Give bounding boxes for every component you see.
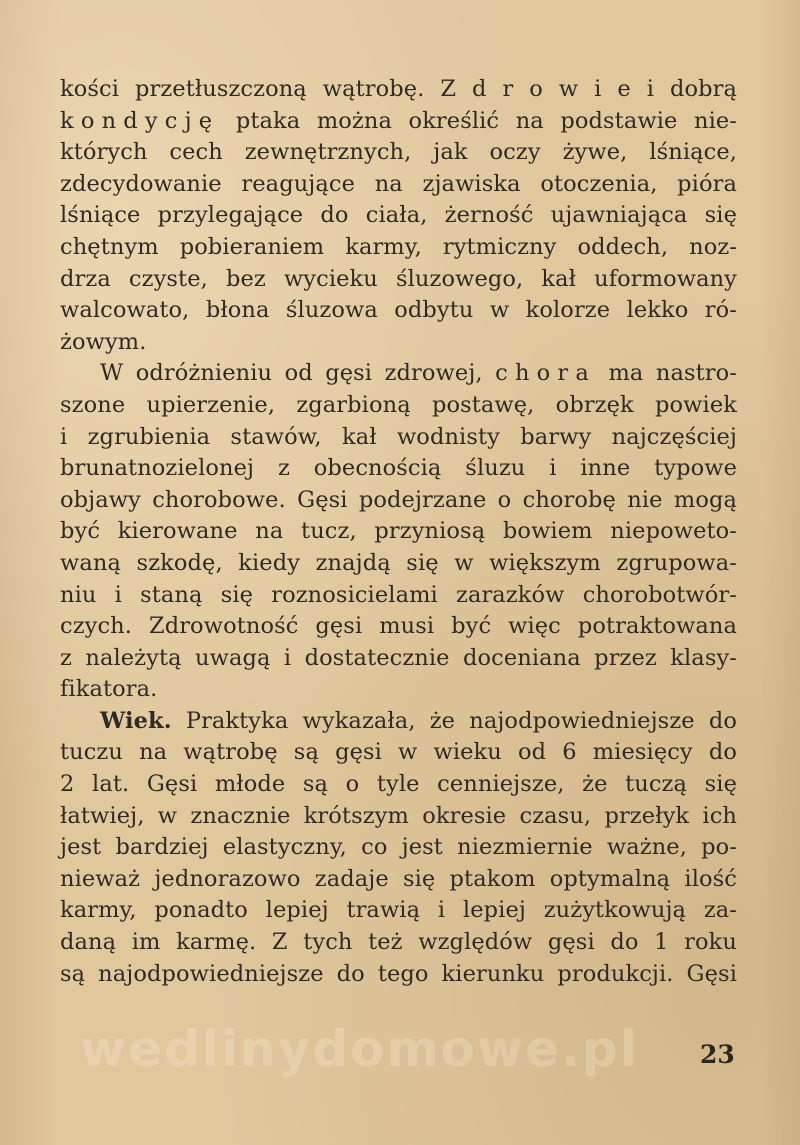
text-line: których cech zewnętrznych, jak oczy żywe, lśniące, bbox=[60, 139, 737, 166]
spaced-emphasis: chora bbox=[495, 360, 596, 387]
text-line: drza czyste, bez wycieku śluzowego, kał uformowany bbox=[60, 265, 737, 292]
spaced-emphasis: kondycję bbox=[60, 107, 220, 134]
text-line: brunatnozielonej z obecnością śluzu i inne typowe bbox=[60, 455, 737, 482]
watermark: wedlinydomowe.pl bbox=[80, 1020, 639, 1078]
text-line bbox=[60, 106, 737, 138]
text-line: jest bardziej elastyczny, co jest niezmiernie ważne, po- bbox=[60, 834, 737, 861]
text-line: i zgrubienia stawów, kał wodnisty barwy najczęściej bbox=[60, 423, 737, 450]
text-line: nieważ jednorazowo zadaje się ptakom optymalną ilość bbox=[60, 865, 737, 892]
text-line: 2 lat. Gęsi młode są o tyle cenniejsze, że tuczą się bbox=[60, 771, 737, 798]
text-line: kości przetłuszczoną wątrobę. Z d r o w i e i dobrą bbox=[60, 76, 737, 102]
text-line: chętnym pobieraniem karmy, rytmiczny oddech, noz- bbox=[60, 233, 737, 260]
text-line: z należytą uwagą i dostatecznie doceniana przez klasy- bbox=[60, 644, 737, 671]
paragraph-health bbox=[60, 74, 737, 358]
body-text bbox=[60, 74, 737, 990]
text-line: niu i staną się roznosicielami zarazków chorobotwór- bbox=[60, 581, 737, 608]
text-line: fikatora. bbox=[60, 676, 158, 703]
text-line: szone upierzenie, zgarbioną postawę, obrzęk powiek bbox=[60, 391, 737, 418]
text-fragment: ptaka można określić na podstawie nie- bbox=[219, 107, 737, 134]
text-line bbox=[60, 358, 737, 390]
paragraph-sick-geese bbox=[60, 358, 737, 706]
text-line: zdecydowanie reagujące na zjawiska otoczenia, pióra bbox=[60, 170, 737, 197]
text-fragment: Praktyka wykazała, że najodpowiedniejsze do bbox=[171, 707, 737, 734]
text-line: waną szkodę, kiedy znajdą się w większym zgrupowa- bbox=[60, 549, 737, 576]
text-line: daną im karmę. Z tych też względów gęsi do 1 roku bbox=[60, 929, 737, 956]
text-line: objawy chorobowe. Gęsi podejrzane o chorobę nie mogą bbox=[60, 486, 737, 513]
text-line: tuczu na wątrobę są gęsi w wieku od 6 miesięcy do bbox=[60, 739, 737, 766]
text-fragment: W odróżnieniu od gęsi zdrowej, bbox=[100, 360, 496, 387]
text-line: czych. Zdrowotność gęsi musi być więc potraktowana bbox=[60, 613, 737, 640]
page-number: 23 bbox=[700, 1040, 735, 1069]
text-line: być kierowane na tucz, przyniosą bowiem niepoweto- bbox=[60, 518, 737, 545]
text-line: karmy, ponadto lepiej trawią i lepiej zużytkowują za- bbox=[60, 897, 737, 924]
text-line: żowym. bbox=[60, 328, 147, 355]
paragraph-age bbox=[60, 706, 737, 990]
text-line: łatwiej, w znacznie krótszym okresie czasu, przełyk ich bbox=[60, 802, 737, 829]
text-line: lśniące przylegające do ciała, żerność ujawniająca się bbox=[60, 202, 737, 229]
text-line bbox=[60, 706, 737, 738]
text-line: walcowato, błona śluzowa odbytu w kolorze lekko ró- bbox=[60, 297, 737, 324]
text-fragment: ma nastro- bbox=[595, 360, 737, 387]
section-heading: Wiek. bbox=[100, 707, 172, 734]
text-line: są najodpowiedniejsze do tego kierunku produkcji. Gęsi bbox=[60, 960, 737, 987]
